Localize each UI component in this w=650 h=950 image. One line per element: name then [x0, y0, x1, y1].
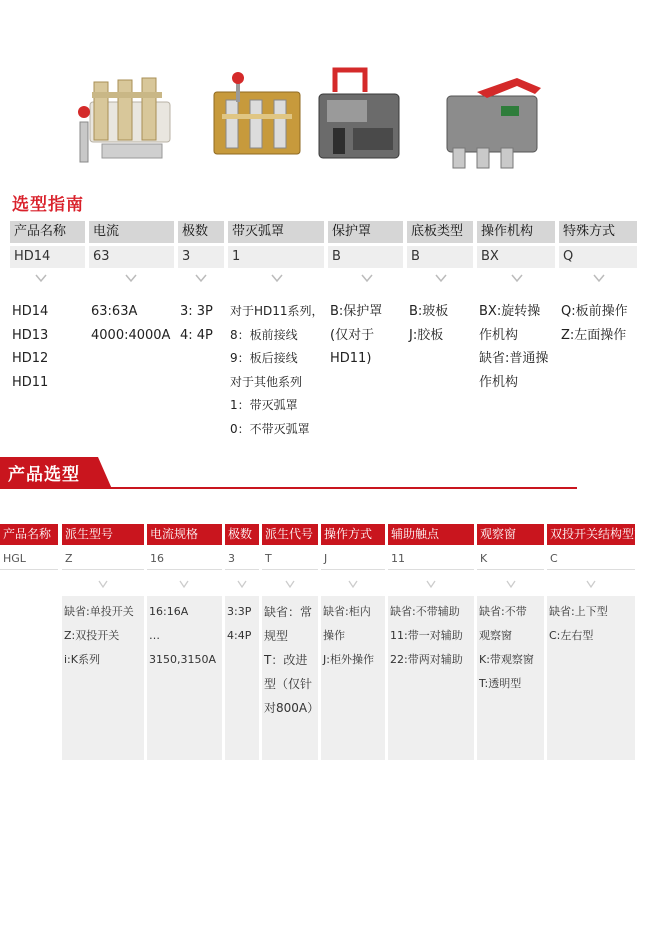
- option-text: HD13: [12, 327, 49, 343]
- guide-options-mechanism: [479, 300, 548, 394]
- option-text: 对于其他系列: [230, 374, 303, 389]
- select-header-derived-code: 派生代号: [262, 524, 318, 545]
- chevron-down-icon: [34, 271, 48, 285]
- option-text: 1：带灭弧罩: [230, 398, 298, 412]
- select-header-double-throw: 双投开关结构型式: [547, 524, 635, 545]
- option-text: Z:双投开关: [64, 629, 120, 642]
- select-options-operation: [323, 600, 374, 672]
- option-text: T：改进: [264, 653, 308, 667]
- select-options-poles: [227, 600, 251, 648]
- select-value-derived-model: Z: [62, 548, 144, 570]
- guide-title: 选型指南: [12, 195, 84, 215]
- select-options-current-spec: [149, 600, 216, 672]
- select-header-aux-contact: 辅助触点: [388, 524, 474, 545]
- select-value-derived-code: T: [262, 548, 318, 570]
- option-text: T:透明型: [479, 677, 522, 690]
- chevron-down-icon: [434, 271, 448, 285]
- guide-header-poles: 极数: [178, 221, 224, 243]
- select-options-derived-model: [64, 600, 134, 672]
- chevron-down-icon: [236, 578, 248, 590]
- option-text: 缺省:不带辅助: [390, 605, 460, 618]
- option-text: 3150,3150A: [149, 653, 217, 666]
- option-text: 8：板前接线: [230, 327, 298, 342]
- select-options-aux-contact: [390, 600, 463, 672]
- option-text: 规型: [264, 629, 289, 643]
- select-header-current-spec: 电流规格: [147, 524, 222, 545]
- guide-options-base-type: [409, 300, 448, 347]
- option-text: 对800A）: [264, 701, 320, 715]
- option-text: J:柜外操作: [323, 653, 374, 666]
- section-divider: [110, 487, 577, 489]
- option-text: C:左右型: [549, 629, 594, 642]
- guide-header-current: 电流: [89, 221, 174, 243]
- select-value-window: K: [477, 548, 544, 570]
- chevron-down-icon: [194, 271, 208, 285]
- option-text: 操作: [323, 629, 345, 642]
- option-text: 4000:4000A: [91, 327, 171, 343]
- option-text: BX:旋转操: [479, 304, 541, 319]
- chevron-down-icon: [97, 578, 109, 590]
- option-text: B:保护罩: [330, 304, 383, 319]
- option-text: 作机构: [479, 327, 519, 343]
- chevron-down-icon: [585, 578, 597, 590]
- guide-value-product-name: HD14: [10, 246, 85, 268]
- option-text: HD11: [12, 374, 49, 390]
- select-header-derived-model: 派生型号: [62, 524, 144, 545]
- guide-header-mechanism: 操作机构: [477, 221, 555, 243]
- guide-header-cover: 保护罩: [328, 221, 403, 243]
- select-header-poles: 极数: [225, 524, 259, 545]
- select-header-operation: 操作方式: [321, 524, 385, 545]
- option-text: HD11): [330, 351, 372, 366]
- guide-header-product-name: 产品名称: [10, 221, 85, 243]
- chevron-down-icon: [592, 271, 606, 285]
- select-options-window: [479, 600, 534, 696]
- option-text: 11:带一对辅助: [390, 629, 463, 642]
- option-text: 作机构: [479, 374, 519, 390]
- guide-header-base-type: 底板类型: [407, 221, 473, 243]
- select-value-current-spec: 16: [147, 548, 222, 570]
- guide-value-arc-chute: 1: [228, 246, 324, 268]
- option-text: 观察窗: [479, 629, 512, 642]
- option-text: K:带观察窗: [479, 653, 534, 666]
- option-text: 缺省:上下型: [549, 605, 608, 618]
- option-text: J:胶板: [409, 327, 444, 343]
- option-text: 型（仅针: [264, 677, 313, 691]
- product-photo-hd14-board: [208, 62, 304, 172]
- chevron-down-icon: [425, 578, 437, 590]
- guide-header-special: 特殊方式: [559, 221, 637, 243]
- option-text: 缺省：常: [264, 605, 313, 619]
- select-value-product-name: HGL: [0, 548, 58, 570]
- select-value-operation: J: [321, 548, 385, 570]
- select-value-double-throw: C: [547, 548, 635, 570]
- select-options-derived-code: [264, 600, 319, 720]
- guide-value-cover: B: [328, 246, 403, 268]
- guide-options-current: [91, 300, 170, 347]
- select-header-window: 观察窗: [477, 524, 544, 545]
- guide-value-mechanism: BX: [477, 246, 555, 268]
- chevron-down-icon: [505, 578, 517, 590]
- option-text: 16:16A: [149, 605, 189, 618]
- guide-options-poles: [180, 300, 213, 347]
- option-text: 4:4P: [227, 629, 252, 642]
- option-text: Z:左面操作: [561, 327, 627, 343]
- option-text: 缺省:不带: [479, 605, 527, 618]
- chevron-down-icon: [284, 578, 296, 590]
- option-text: (仅对于: [330, 327, 375, 343]
- select-value-aux-contact: 11: [388, 548, 474, 570]
- option-text: 3:3P: [227, 605, 252, 618]
- chevron-down-icon: [270, 271, 284, 285]
- option-text: 0：不带灭弧罩: [230, 421, 310, 436]
- option-text: 缺省:单投开关: [64, 605, 134, 618]
- guide-options-arc-chute: [230, 300, 324, 441]
- guide-header-arc-chute: 带灭弧罩: [228, 221, 324, 243]
- option-text: 4: 4P: [180, 327, 213, 343]
- chevron-down-icon: [347, 578, 359, 590]
- guide-options-special: [561, 300, 628, 347]
- option-text: i:K系列: [64, 653, 100, 666]
- product-photo-hd11-covered: [313, 62, 403, 172]
- option-text: 22:带两对辅助: [390, 653, 463, 666]
- option-text: 9：板后接线: [230, 351, 298, 365]
- guide-value-special: Q: [559, 246, 637, 268]
- option-text: 63:63A: [91, 304, 138, 319]
- option-text: HD14: [12, 304, 49, 319]
- section-title: 产品选型: [8, 465, 80, 485]
- guide-value-current: 63: [89, 246, 174, 268]
- option-text: Q:板前操作: [561, 304, 628, 319]
- guide-options-product-name: [12, 300, 48, 394]
- option-text: …: [149, 629, 160, 642]
- option-text: B:玻板: [409, 304, 449, 319]
- product-photo-hgl-switch: [437, 62, 547, 172]
- option-text: 对于HD11系列，: [230, 304, 324, 318]
- option-text: 缺省:普通操: [479, 351, 549, 366]
- select-options-double-throw: [549, 600, 608, 648]
- select-value-poles: 3: [225, 548, 259, 570]
- guide-options-cover: [330, 300, 382, 371]
- guide-value-base-type: B: [407, 246, 473, 268]
- chevron-down-icon: [124, 271, 138, 285]
- option-text: 缺省:柜内: [323, 605, 371, 618]
- chevron-down-icon: [360, 271, 374, 285]
- option-text: 3: 3P: [180, 304, 213, 319]
- option-text: HD12: [12, 351, 49, 366]
- chevron-down-icon: [510, 271, 524, 285]
- product-photo-hd13-switch: [62, 62, 182, 172]
- guide-value-poles: 3: [178, 246, 224, 268]
- chevron-down-icon: [178, 578, 190, 590]
- select-header-product-name: 产品名称: [0, 524, 58, 545]
